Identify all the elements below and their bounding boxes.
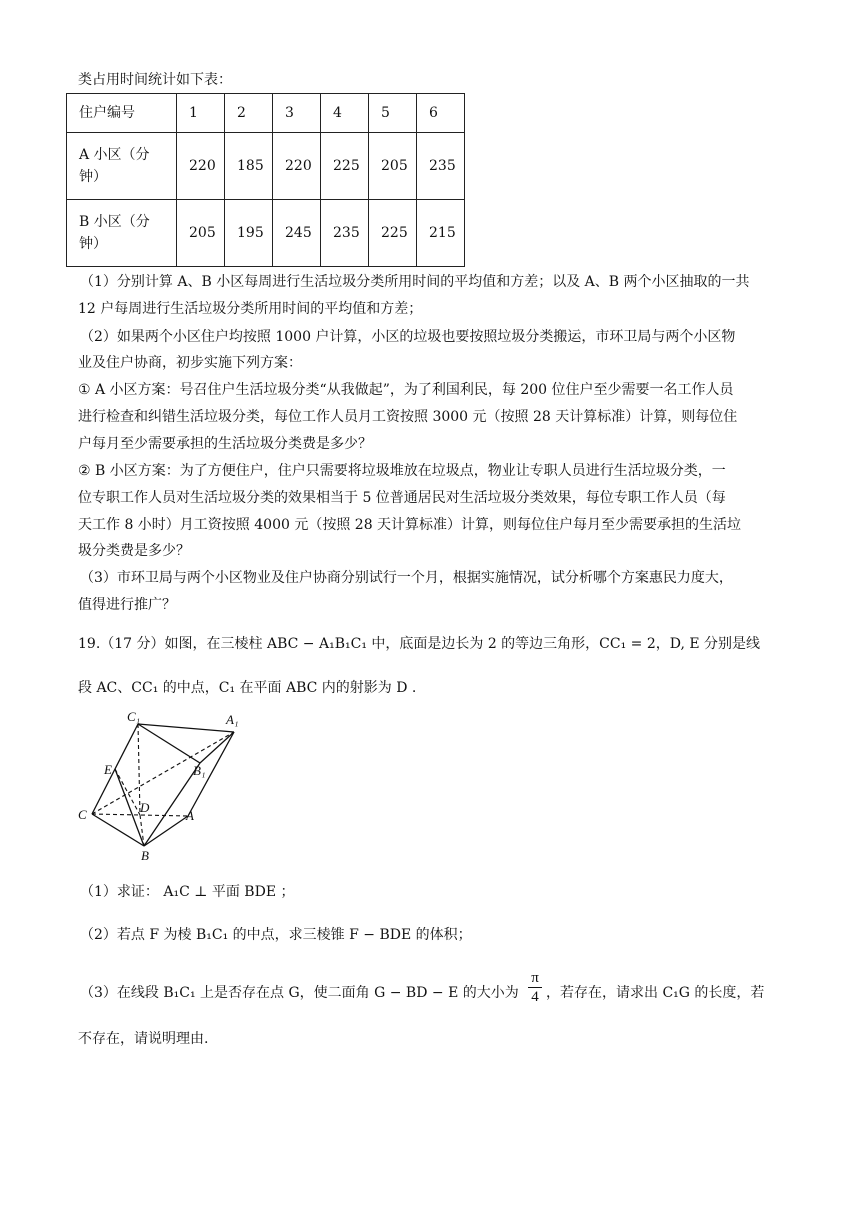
edge-c-b [92,814,144,846]
q18-part1-line1: （1）分别计算 A、B 小区每周进行生活垃圾分类所用时间的平均值和方差；以及 A、B 两个小区抽取的一共 [80,274,750,290]
edge-b-a [144,816,188,846]
table-header-cell: 5 [369,94,417,133]
table-cell: 205 [177,200,225,267]
edge-a1-b1 [200,732,234,763]
q18-part2-line2: 业及住户协商，初步实施下列方案： [78,355,302,371]
label-b1: B₁ [193,763,206,778]
row-label-line1: B 小区（分 [79,214,150,230]
table-row [67,133,465,200]
intro-text: 类占用时间统计如下表： [78,72,232,88]
q19-part3-line2: 不存在，请说明理由. [78,1031,209,1047]
table-cell: 220 [177,133,225,200]
q19-part3-line1: （3）在线段 B₁C₁ 上是否存在点 G，使二面角 G − BD − E 的大小为 [80,985,519,1001]
row-label-line2: 钟） [79,169,107,185]
table-cell: 220 [273,133,321,200]
pi-over-four-fraction [528,969,542,1006]
table-header-cell: 2 [225,94,273,133]
fraction-denominator: 4 [531,989,539,1005]
table-cell: 225 [369,200,417,267]
fraction-numerator: π [528,969,542,988]
table-cell: 235 [321,200,369,267]
table-header-cell: 3 [273,94,321,133]
q19-stem-line2: 段 AC、CC₁ 的中点，C₁ 在平面 ABC 内的射影为 D . [78,680,417,696]
row-label-line2: 钟） [79,236,107,252]
q18-scheme2-line4: 圾分类费是多少？ [78,543,190,559]
table-header-cell: 6 [417,94,465,133]
q18-part2-line1: （2）如果两个小区住户均按照 1000 户计算，小区的垃圾也要按照垃圾分类搬运，市环卫局与两个小区物 [80,329,736,345]
label-b: B [141,848,149,863]
row-label [67,133,177,200]
label-a: A [186,808,194,823]
q19-part1: （1）求证： A₁C ⊥ 平面 BDE ； [80,884,295,900]
table-row [67,200,465,267]
statistics-table [66,93,465,267]
table-cell: 185 [225,133,273,200]
q19-part3-line1-cont: ，若存在，请求出 C₁G 的长度，若 [546,985,765,1001]
label-c: C [78,807,87,822]
q18-part1-line2: 12 户每周进行生活垃圾分类所用时间的平均值和方差； [78,301,423,317]
label-a1: A₁ [226,712,239,727]
q18-part3-line1: （3）市环卫局与两个小区物业及住户协商分别试行一个月，根据实施情况，试分析哪个方案惠民力度大， [80,570,733,586]
table-header-cell: 1 [177,94,225,133]
q18-scheme1-line3: 户每月至少需要承担的生活垃圾分类费是多少？ [78,436,372,452]
table-header-cell: 住户编号 [67,94,177,133]
dashed-e-d [115,769,140,815]
q19-stem-line1: 19.（17 分）如图，在三棱柱 ABC − A₁B₁C₁ 中，底面是边长为 2 的等边三角形，CC₁ = 2，D, E 分别是线 [78,636,761,652]
table-header-cell: 4 [321,94,369,133]
label-d: D [140,800,150,815]
label-e: E [104,762,112,777]
row-label [67,200,177,267]
table-cell: 215 [417,200,465,267]
table-header-row [67,94,465,133]
q18-scheme1-line1: ① A 小区方案：号召住户生活垃圾分类“从我做起”，为了利国利民，每 200 位住户至少需要一名工作人员 [78,382,734,398]
q18-scheme2-line3: 天工作 8 小时）月工资按照 4000 元（按照 28 天计算标准）计算，则每位住户每月至少需要承担的生活垃 [78,517,742,533]
q18-scheme1-line2: 进行检查和纠错生活垃圾分类，每位工作人员月工资按照 3000 元（按照 28 天计算标准）计算，则每位住 [78,409,738,425]
prism-figure [72,708,262,868]
q18-scheme2-line1: ② B 小区方案：为了方便住户，住户只需要将垃圾堆放在垃圾点，物业让专职人员进行生活垃圾分类，一 [78,463,726,479]
edge-b-b1 [144,763,200,846]
table-cell: 195 [225,200,273,267]
table-cell: 235 [417,133,465,200]
table-cell: 205 [369,133,417,200]
label-c1: C₁ [127,709,141,724]
q19-part2: （2）若点 F 为棱 B₁C₁ 的中点，求三棱锥 F − BDE 的体积； [80,927,472,943]
table-cell: 245 [273,200,321,267]
table-cell: 225 [321,133,369,200]
q18-part3-line2: 值得进行推广？ [78,597,176,613]
edge-c1-a1 [138,724,234,732]
row-label-line1: A 小区（分 [79,147,150,163]
q18-scheme2-line2: 位专职工作人员对生活垃圾分类的效果相当于 5 位普通居民对生活垃圾分类效果，每位专职工作人员（每 [78,490,726,506]
